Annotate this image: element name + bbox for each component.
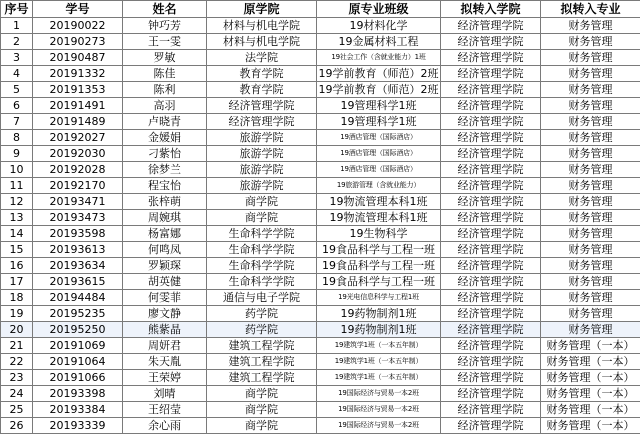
cell-no: 26 <box>1 418 33 434</box>
cell-target-college: 经济管理学院 <box>441 50 541 66</box>
cell-name: 何鸣凤 <box>123 242 207 258</box>
cell-no: 9 <box>1 146 33 162</box>
cell-original-college: 商学院 <box>207 402 317 418</box>
cell-original-class: 19食品科学与工程一班 <box>317 258 441 274</box>
cell-target-college: 经济管理学院 <box>441 418 541 434</box>
cell-name: 罗颖琛 <box>123 258 207 274</box>
cell-target-college: 经济管理学院 <box>441 82 541 98</box>
cell-original-class: 19酒店管理（国际酒店） <box>317 146 441 162</box>
table-row <box>1 354 640 370</box>
cell-target-college: 经济管理学院 <box>441 34 541 50</box>
cell-student-id: 20192028 <box>33 162 123 178</box>
table-row <box>1 258 640 274</box>
cell-target-major: 财务管理（一本） <box>541 338 640 354</box>
header-target-college: 拟转入学院 <box>441 1 541 18</box>
cell-target-college: 经济管理学院 <box>441 18 541 34</box>
cell-student-id: 20193471 <box>33 194 123 210</box>
table-row <box>1 322 640 338</box>
cell-target-college: 经济管理学院 <box>441 402 541 418</box>
cell-target-college: 经济管理学院 <box>441 146 541 162</box>
cell-target-major: 财务管理 <box>541 306 640 322</box>
table-row <box>1 66 640 82</box>
cell-student-id: 20191064 <box>33 354 123 370</box>
cell-target-college: 经济管理学院 <box>441 242 541 258</box>
cell-name: 廖文静 <box>123 306 207 322</box>
table-row <box>1 306 640 322</box>
header-target-major: 拟转入专业 <box>541 1 640 18</box>
cell-target-major: 财务管理 <box>541 146 640 162</box>
cell-target-college: 经济管理学院 <box>441 386 541 402</box>
cell-original-college: 通信与电子学院 <box>207 290 317 306</box>
cell-original-college: 法学院 <box>207 50 317 66</box>
cell-no: 22 <box>1 354 33 370</box>
cell-target-major: 财务管理 <box>541 290 640 306</box>
cell-original-class: 19建筑学1班（一本五年制） <box>317 354 441 370</box>
cell-name: 陈利 <box>123 82 207 98</box>
cell-student-id: 20193615 <box>33 274 123 290</box>
cell-original-college: 建筑工程学院 <box>207 338 317 354</box>
cell-no: 14 <box>1 226 33 242</box>
cell-name: 陈佳 <box>123 66 207 82</box>
table-row <box>1 370 640 386</box>
cell-target-major: 财务管理（一本） <box>541 402 640 418</box>
cell-target-major: 财务管理 <box>541 162 640 178</box>
table-row <box>1 210 640 226</box>
cell-original-class: 19建筑学1班（一本五年制） <box>317 338 441 354</box>
cell-name: 程宝怡 <box>123 178 207 194</box>
cell-name: 周妍君 <box>123 338 207 354</box>
table-row <box>1 226 640 242</box>
cell-original-college: 旅游学院 <box>207 130 317 146</box>
cell-no: 16 <box>1 258 33 274</box>
cell-original-class: 19管理科学1班 <box>317 98 441 114</box>
cell-target-college: 经济管理学院 <box>441 178 541 194</box>
cell-original-class: 19学前教育（师范）2班 <box>317 82 441 98</box>
cell-student-id: 20193384 <box>33 402 123 418</box>
cell-student-id: 20191353 <box>33 82 123 98</box>
cell-target-college: 经济管理学院 <box>441 338 541 354</box>
cell-original-college: 药学院 <box>207 306 317 322</box>
cell-no: 8 <box>1 130 33 146</box>
cell-no: 4 <box>1 66 33 82</box>
cell-original-college: 商学院 <box>207 418 317 434</box>
cell-target-major: 财务管理 <box>541 82 640 98</box>
cell-no: 23 <box>1 370 33 386</box>
cell-target-college: 经济管理学院 <box>441 210 541 226</box>
cell-target-major: 财务管理 <box>541 242 640 258</box>
cell-original-college: 药学院 <box>207 322 317 338</box>
table-row <box>1 82 640 98</box>
cell-student-id: 20191489 <box>33 114 123 130</box>
cell-original-college: 商学院 <box>207 194 317 210</box>
cell-name: 高羽 <box>123 98 207 114</box>
cell-target-major: 财务管理 <box>541 194 640 210</box>
cell-original-class: 19物流管理本科1班 <box>317 210 441 226</box>
cell-target-major: 财务管理 <box>541 322 640 338</box>
cell-original-college: 材料与机电学院 <box>207 18 317 34</box>
cell-no: 1 <box>1 18 33 34</box>
cell-no: 7 <box>1 114 33 130</box>
cell-original-class: 19食品科学与工程一班 <box>317 274 441 290</box>
cell-target-college: 经济管理学院 <box>441 370 541 386</box>
cell-original-college: 教育学院 <box>207 66 317 82</box>
cell-name: 金媛娟 <box>123 130 207 146</box>
cell-target-college: 经济管理学院 <box>441 130 541 146</box>
header-row <box>1 1 640 18</box>
cell-target-college: 经济管理学院 <box>441 98 541 114</box>
cell-no: 10 <box>1 162 33 178</box>
cell-no: 21 <box>1 338 33 354</box>
table-row <box>1 402 640 418</box>
cell-target-college: 经济管理学院 <box>441 162 541 178</box>
cell-original-college: 建筑工程学院 <box>207 354 317 370</box>
cell-no: 20 <box>1 322 33 338</box>
cell-name: 熊紫晶 <box>123 322 207 338</box>
cell-name: 刘晴 <box>123 386 207 402</box>
cell-student-id: 20193339 <box>33 418 123 434</box>
table-row <box>1 162 640 178</box>
cell-target-major: 财务管理（一本） <box>541 354 640 370</box>
cell-no: 24 <box>1 386 33 402</box>
cell-student-id: 20190022 <box>33 18 123 34</box>
cell-name: 胡英健 <box>123 274 207 290</box>
header-student-id: 学号 <box>33 1 123 18</box>
cell-name: 余心雨 <box>123 418 207 434</box>
cell-original-class: 19酒店管理（国际酒店） <box>317 130 441 146</box>
cell-no: 15 <box>1 242 33 258</box>
cell-original-class: 19金属材料工程 <box>317 34 441 50</box>
cell-original-class: 19药物制剂1班 <box>317 306 441 322</box>
table-row <box>1 338 640 354</box>
cell-name: 杨富娜 <box>123 226 207 242</box>
cell-target-major: 财务管理 <box>541 130 640 146</box>
cell-target-major: 财务管理 <box>541 114 640 130</box>
cell-student-id: 20193598 <box>33 226 123 242</box>
cell-original-college: 生命科学学院 <box>207 226 317 242</box>
cell-original-college: 教育学院 <box>207 82 317 98</box>
cell-student-id: 20195235 <box>33 306 123 322</box>
cell-original-college: 商学院 <box>207 386 317 402</box>
cell-target-major: 财务管理（一本） <box>541 370 640 386</box>
cell-student-id: 20192027 <box>33 130 123 146</box>
table-row <box>1 242 640 258</box>
header-name: 姓名 <box>123 1 207 18</box>
cell-student-id: 20193613 <box>33 242 123 258</box>
cell-target-college: 经济管理学院 <box>441 354 541 370</box>
cell-student-id: 20190487 <box>33 50 123 66</box>
cell-target-college: 经济管理学院 <box>441 306 541 322</box>
cell-target-major: 财务管理 <box>541 18 640 34</box>
cell-student-id: 20191332 <box>33 66 123 82</box>
cell-original-class: 19旅游管理（含就业能力） <box>317 178 441 194</box>
cell-original-class: 19材料化学 <box>317 18 441 34</box>
cell-student-id: 20193634 <box>33 258 123 274</box>
cell-no: 17 <box>1 274 33 290</box>
cell-target-major: 财务管理 <box>541 258 640 274</box>
cell-original-college: 生命科学学院 <box>207 242 317 258</box>
cell-target-major: 财务管理 <box>541 274 640 290</box>
cell-no: 18 <box>1 290 33 306</box>
cell-name: 王荣婷 <box>123 370 207 386</box>
cell-name: 钟巧芳 <box>123 18 207 34</box>
cell-original-class: 19国际经济与贸易一本2班 <box>317 386 441 402</box>
cell-original-class: 19药物制剂1班 <box>317 322 441 338</box>
table-row <box>1 290 640 306</box>
cell-no: 6 <box>1 98 33 114</box>
cell-original-class: 19学前教育（师范）2班 <box>317 66 441 82</box>
cell-target-college: 经济管理学院 <box>441 194 541 210</box>
header-original-class: 原专业班级 <box>317 1 441 18</box>
cell-no: 3 <box>1 50 33 66</box>
cell-no: 13 <box>1 210 33 226</box>
cell-original-college: 生命科学学院 <box>207 258 317 274</box>
table-row <box>1 274 640 290</box>
cell-original-college: 经济管理学院 <box>207 98 317 114</box>
table-row <box>1 130 640 146</box>
cell-original-class: 19物流管理本科1班 <box>317 194 441 210</box>
cell-original-class: 19酒店管理（国际酒店） <box>317 162 441 178</box>
cell-name: 卢晓青 <box>123 114 207 130</box>
cell-student-id: 20194484 <box>33 290 123 306</box>
cell-no: 12 <box>1 194 33 210</box>
table-row <box>1 18 640 34</box>
cell-original-class: 19生物科学 <box>317 226 441 242</box>
cell-original-college: 旅游学院 <box>207 162 317 178</box>
cell-target-major: 财务管理（一本） <box>541 386 640 402</box>
cell-original-class: 19管理科学1班 <box>317 114 441 130</box>
cell-no: 5 <box>1 82 33 98</box>
cell-target-major: 财务管理 <box>541 66 640 82</box>
table-row <box>1 146 640 162</box>
cell-name: 王一雯 <box>123 34 207 50</box>
table-body <box>1 18 640 434</box>
cell-no: 2 <box>1 34 33 50</box>
cell-student-id: 20192030 <box>33 146 123 162</box>
header-no: 序号 <box>1 1 33 18</box>
cell-name: 罗敏 <box>123 50 207 66</box>
cell-student-id: 20193398 <box>33 386 123 402</box>
cell-original-college: 旅游学院 <box>207 178 317 194</box>
table-row <box>1 98 640 114</box>
table-row <box>1 34 640 50</box>
table-row <box>1 386 640 402</box>
table-row <box>1 194 640 210</box>
cell-target-college: 经济管理学院 <box>441 226 541 242</box>
cell-name: 王绍莹 <box>123 402 207 418</box>
cell-original-college: 材料与机电学院 <box>207 34 317 50</box>
cell-original-college: 生命科学学院 <box>207 274 317 290</box>
cell-name: 刁紫怡 <box>123 146 207 162</box>
cell-original-class: 19社会工作（含就业能力）1班 <box>317 50 441 66</box>
cell-target-major: 财务管理 <box>541 50 640 66</box>
cell-name: 周婉琪 <box>123 210 207 226</box>
cell-name: 何雯菲 <box>123 290 207 306</box>
cell-original-college: 建筑工程学院 <box>207 370 317 386</box>
cell-no: 25 <box>1 402 33 418</box>
cell-target-college: 经济管理学院 <box>441 322 541 338</box>
table-row <box>1 178 640 194</box>
cell-student-id: 20191491 <box>33 98 123 114</box>
cell-target-college: 经济管理学院 <box>441 114 541 130</box>
cell-student-id: 20192170 <box>33 178 123 194</box>
table-row <box>1 114 640 130</box>
cell-target-major: 财务管理 <box>541 34 640 50</box>
cell-name: 张梓萌 <box>123 194 207 210</box>
cell-name: 徐梦兰 <box>123 162 207 178</box>
cell-target-college: 经济管理学院 <box>441 274 541 290</box>
cell-original-class: 19国际经济与贸易一本2班 <box>317 402 441 418</box>
cell-original-college: 商学院 <box>207 210 317 226</box>
cell-original-college: 经济管理学院 <box>207 114 317 130</box>
cell-original-class: 19建筑学1班（一本五年制） <box>317 370 441 386</box>
cell-original-college: 旅游学院 <box>207 146 317 162</box>
table-row <box>1 50 640 66</box>
cell-name: 朱天胤 <box>123 354 207 370</box>
cell-target-major: 财务管理 <box>541 98 640 114</box>
cell-student-id: 20191069 <box>33 338 123 354</box>
cell-target-college: 经济管理学院 <box>441 66 541 82</box>
cell-student-id: 20191066 <box>33 370 123 386</box>
cell-original-class: 19国际经济与贸易一本2班 <box>317 418 441 434</box>
cell-target-major: 财务管理 <box>541 210 640 226</box>
cell-student-id: 20193473 <box>33 210 123 226</box>
cell-target-major: 财务管理（一本） <box>541 418 640 434</box>
table-row <box>1 418 640 434</box>
cell-original-class: 19光电信息科学与工程1班 <box>317 290 441 306</box>
cell-original-class: 19食品科学与工程一班 <box>317 242 441 258</box>
cell-target-major: 财务管理 <box>541 178 640 194</box>
cell-student-id: 20190273 <box>33 34 123 50</box>
cell-target-college: 经济管理学院 <box>441 258 541 274</box>
cell-student-id: 20195250 <box>33 322 123 338</box>
cell-target-college: 经济管理学院 <box>441 290 541 306</box>
cell-target-major: 财务管理 <box>541 226 640 242</box>
cell-no: 19 <box>1 306 33 322</box>
cell-no: 11 <box>1 178 33 194</box>
header-original-college: 原学院 <box>207 1 317 18</box>
